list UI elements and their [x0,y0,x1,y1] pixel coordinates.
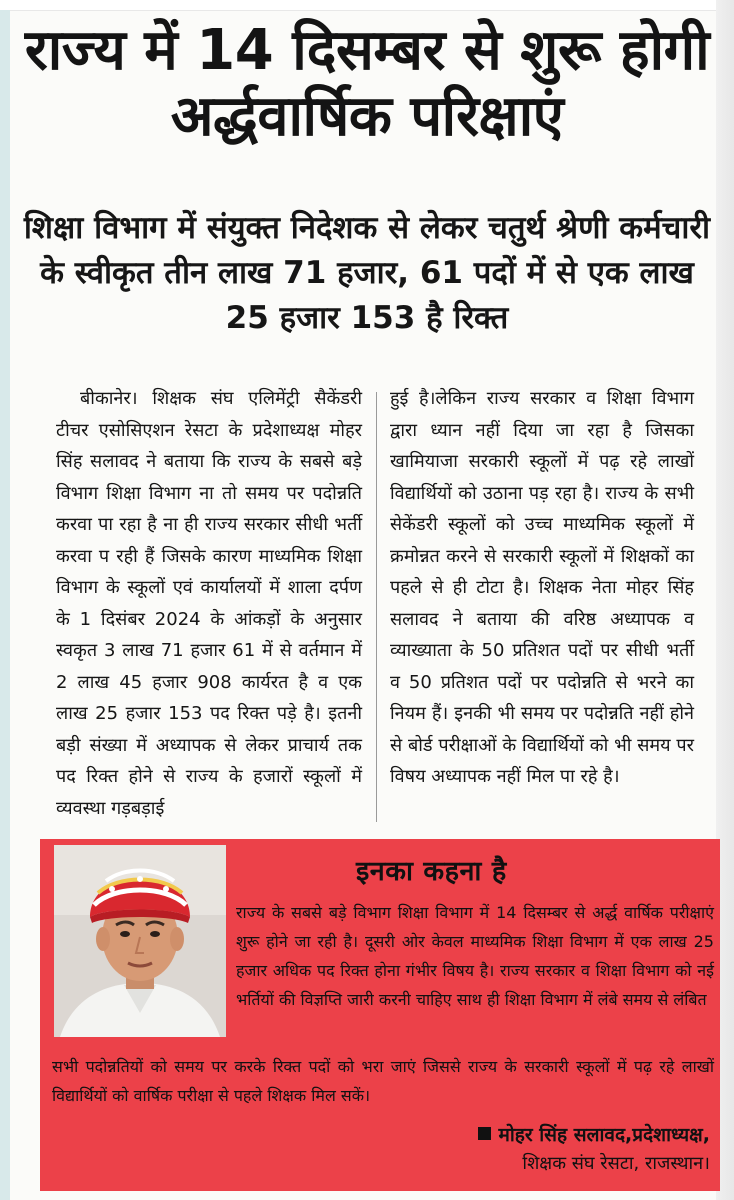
column-divider [376,392,377,822]
quote-body-top: राज्य के सबसे बड़े विभाग शिक्षा विभाग में 14 दिसम्बर से अर्द्ध वार्षिक परीक्षाएं शुरू होने जा रही है। दूसरी ओर केवल माध्यमिक शिक्षा विभाग में एक लाख 25 हजार अधिक पद रिक्त होना गंभीर विषय है। राज्य सरकार व शिक्षा विभाग को नई भर्तियों की विज्ञप्ति जारी करनी चाहिए साथ ही शिक्षा विभाग में लंबे समय से लंबित [236,903,714,1010]
signature [270,1120,710,1179]
portrait-illustration-icon [54,845,226,1037]
left-edge [0,10,10,1200]
signature-org: शिक्षक संघ रेसटा, राजस्थान। [522,1153,710,1175]
quote-heading: इनका कहना है [356,856,507,887]
quote-body-bottom: सभी पदोन्नतियों को समय पर करके रिक्त पदों को भरा जाएं जिससे राज्य के सरकारी स्कूलों में पढ़ रहे लाखों विद्यार्थियों को वार्षिक परीक्षा से पहले शिक्षक मिल सकें। [52,1057,714,1106]
top-edge [0,0,734,11]
headline: राज्य में 14 दिसम्बर से शुरू होगी अर्द्धवार्षिक परिक्षाएं [24,18,710,150]
subheadline: शिक्षा विभाग में संयुक्त निदेशक से लेकर चतुर्थ श्रेणी कर्मचारी के स्वीकृत तीन लाख 71 हजार, 61 पदों में से एक लाख 25 हजार 153 है रिक्त [23,210,711,336]
speaker-portrait [54,845,226,1037]
signature-line-1 [270,1120,710,1150]
square-bullet-icon [478,1127,491,1140]
article-column-right: हुई है।लेकिन राज्य सरकार व शिक्षा विभाग द्वारा ध्यान नहीं दिया जा रहा है जिसका खामियाजा सरकारी स्कूलों में पढ़ रहे लाखों विद्यार्थियों को उठाना पड़ रहा है। राज्य के सभी सेकेंडरी स्कूलों को उच्च माध्यमिक स्कूलों में क्रमोन्नत करने से सरकारी स्कूलों में शिक्षकों का पहले से ही टोटा है। शिक्षक नेता मोहर सिंह सलावद ने बताया की वरिष्ठ अध्यापक व व्याख्याता के 50 प्रतिशत पदों पर सीधी भर्ती व 50 प्रतिशत पदों पर पदोन्नति से भरने का नियम हैं। इनकी भी समय पर पदोन्नति नहीं होने से बोर्ड परीक्षाओं के विद्यार्थियों को भी समय पर विषय अध्यापक नहीं मिल पा रहे है। [390,388,694,787]
signature-name: मोहर सिंह सलावद,प्रदेशाध्यक्ष, [498,1124,710,1146]
article-column-left: बीकानेर। शिक्षक संघ एलिमेंट्री सैकेंडरी टीचर एसोसिएशन रेसटा के प्रदेशाध्यक्ष मोहर सिंह सलावद ने बताया कि राज्य के सबसे बड़े विभाग शिक्षा विभाग ना तो समय पर पदोन्नति करवा पा रहा है ना ही राज्य सरकार सीधी भर्ती करवा प रही हैं जिसके कारण माध्यमिक शिक्षा विभाग के स्कूलों एवं कार्यालयों में शाला दर्पण के 1 दिसंबर 2024 के आंकड़ों के अनुसार स्वकृत 3 लाख 71 हजार 61 में से वर्तमान में 2 लाख 45 हजार 908 कार्यरत है व एक लाख 25 हजार 153 पद रिक्त पड़े है। इतनी बड़ी संख्या में अध्यापक से लेकर प्राचार्य तक पद रिक्त होने से राज्य के हजारों स्कूलों में व्यवस्था गड़बड़ाई [56,388,362,819]
